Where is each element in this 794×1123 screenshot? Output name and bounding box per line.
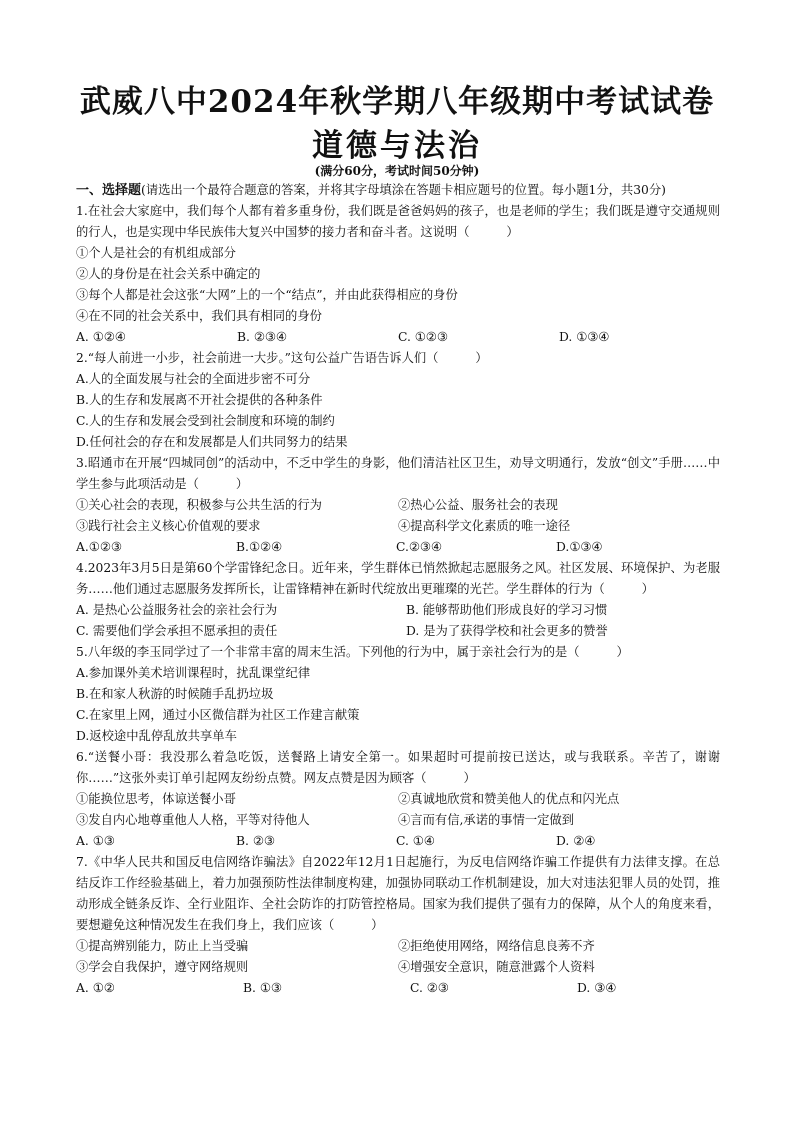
question-5-option-d: D.返校途中乱停乱放共享单车: [76, 729, 237, 743]
question-7-option-a: A. ①②: [76, 981, 115, 995]
question-7-item-3: ③学会自我保护，遵守网络规则: [76, 960, 249, 974]
question-6-option-c: C. ①④: [396, 834, 435, 848]
question-4-option-c: C. 需要他们学会承担不愿承担的责任: [76, 624, 278, 638]
question-6-option-a: A. ①③: [76, 834, 115, 848]
question-3-option-b: B.①②④: [236, 540, 283, 554]
question-6-item-3: ③发自内心地尊重他人人格，平等对待他人: [76, 813, 310, 827]
question-2-option-a: A.人的全面发展与社会的全面进步密不可分: [76, 372, 311, 386]
question-7-item-4: ④增强安全意识，随意泄露个人资料: [398, 960, 595, 974]
question-7-item-1: ①提高辨别能力，防止上当受骗: [76, 939, 249, 953]
question-2-option-d: D.任何社会的存在和发展都是人们共同努力的结果: [76, 435, 348, 449]
section-heading: 一、选择题: [76, 183, 142, 198]
question-6-options: [76, 831, 720, 852]
question-6-option-b: B. ②③: [236, 834, 275, 848]
question-6-item-2: ②真诚地欣赏和赞美他人的优点和闪光点: [398, 792, 620, 806]
question-2-option-c: C.人的生存和发展会受到社会制度和环境的制约: [76, 414, 335, 428]
question-4-options-row-1: [76, 600, 720, 621]
question-3-option-d: D.①③④: [556, 540, 603, 554]
question-3-items-row-1: [76, 495, 720, 516]
question-7-option-d: D. ③④: [577, 981, 617, 995]
question-3-item-2: ②热心公益、服务社会的表现: [398, 498, 558, 512]
question-4-options-row-2: [76, 621, 720, 642]
question-1-item-2: ②人的身份是在社会关系中确定的: [76, 267, 261, 281]
question-6-stem: 6.“送餐小哥：我没那么着急吃饭，送餐路上请安全第一。如果超时可提前按已送达，或与我联系。辛苦了，谢谢你……”这张外卖订单引起网友纷纷点赞。网友点赞是因为顾客（ ）: [76, 750, 720, 785]
exam-title: 武威八中2024年秋学期八年级期中考试试卷: [79, 84, 715, 120]
question-3-item-1: ①关心社会的表现，积极参与公共生活的行为: [76, 498, 322, 512]
question-1-option-c: C. ①②③: [398, 330, 448, 344]
question-1-item-3: ③每个人都是社会这张“大网”上的一个“结点”，并由此获得相应的身份: [76, 288, 458, 302]
question-7-items-row-2: [76, 957, 720, 978]
question-1-item-1: ①个人是社会的有机组成部分: [76, 246, 236, 260]
question-3-item-3: ③践行社会主义核心价值观的要求: [76, 519, 261, 533]
question-4-option-b: B. 能够帮助他们形成良好的学习习惯: [406, 603, 608, 617]
question-1-item-4: ④在不同的社会关系中，我们具有相同的身份: [76, 309, 322, 323]
subject-title: 道德与法治: [312, 128, 482, 164]
section-intro: [76, 180, 720, 201]
question-7-options: [76, 978, 720, 999]
question-4-option-d: D. 是为了获得学校和社会更多的赞誉: [406, 624, 608, 638]
question-7-item-2: ②拒绝使用网络，网络信息良莠不齐: [398, 939, 595, 953]
question-7-stem: 7.《中华人民共和国反电信网络诈骗法》自2022年12月1日起施行，为反电信网络诈骗工作提供有力法律支撑。在总结反诈工作经验基础上，着力加强预防性法律制度构建，加强协同联动工作机制建设，加大对违法犯罪人员的处罚，推动形成全链条反诈、全行业阻诈、全社会防诈的打防管控格局。国家为我们提供了强有力的保障，从个人的角度来看，要想避免这种情况发生在我们身上，我们应该（ ）: [76, 855, 720, 932]
question-7-items-row-1: [76, 936, 720, 957]
question-3-option-a: A.①②③: [76, 540, 122, 554]
question-6-items-row-1: [76, 789, 720, 810]
question-3-stem: 3.昭通市在开展“四城同创”的活动中，不乏中学生的身影，他们清洁社区卫生，劝导文明通行，发放“创文”手册……中学生参与此项活动是（ ）: [76, 456, 720, 491]
question-content: [76, 180, 720, 999]
question-7-option-b: B. ①③: [243, 981, 282, 995]
question-5-option-a: A.参加课外美术培训课程时，扰乱课堂纪律: [76, 666, 311, 680]
question-3-option-c: C.②③④: [396, 540, 442, 554]
question-6-option-d: D. ②④: [556, 834, 596, 848]
question-3-items-row-2: [76, 516, 720, 537]
question-4-stem: 4.2023年3月5日是第60个学雷锋纪念日。近年来，学生群体已悄然掀起志愿服务之风。社区发展、环境保护、为老服务……他们通过志愿服务发挥所长，让雷锋精神在新时代绽放出更璀璨的光芒。学生群体的行为（ ）: [76, 561, 720, 596]
question-1-stem: 1.在社会大家庭中，我们每个人都有着多重身份，我们既是爸爸妈妈的孩子，也是老师的学生；我们既是遵守交通规则的行人，也是实现中华民族伟大复兴中国梦的接力者和奋斗者。这说明（ ）: [76, 204, 720, 239]
question-2-stem: 2.“每人前进一小步，社会前进一大步。”这句公益广告语告诉人们（ ）: [76, 351, 488, 365]
question-7-option-c: C. ②③: [410, 981, 449, 995]
question-5-option-c: C.在家里上网，通过小区微信群为社区工作建言献策: [76, 708, 360, 722]
question-1-option-d: D. ①③④: [559, 330, 610, 344]
question-6-item-1: ①能换位思考，体谅送餐小哥: [76, 792, 236, 806]
question-2-option-b: B.人的生存和发展离不开社会提供的各种条件: [76, 393, 323, 407]
question-1-options: [76, 327, 720, 348]
score-time-note: (满分60分，考试时间50分钟): [314, 164, 480, 178]
question-3-options: [76, 537, 720, 558]
question-6-items-row-2: [76, 810, 720, 831]
question-4-option-a: A. 是热心公益服务社会的亲社会行为: [76, 603, 278, 617]
question-1-option-a: A. ①②④: [76, 330, 126, 344]
question-5-stem: 5.八年级的李玉同学过了一个非常丰富的周末生活。下列他的行为中，属于亲社会行为的是（ ）: [76, 645, 629, 659]
section-instructions: (请选出一个最符合题意的答案，并将其字母填涂在答题卡相应题号的位置。每小题1分，共30分): [141, 183, 666, 197]
question-5-option-b: B.在和家人秋游的时候随手乱扔垃圾: [76, 687, 274, 701]
question-3-item-4: ④提高科学文化素质的唯一途径: [398, 519, 571, 533]
question-6-item-4: ④言而有信,承诺的事情一定做到: [398, 813, 575, 827]
question-1-option-b: B. ②③④: [237, 330, 287, 344]
